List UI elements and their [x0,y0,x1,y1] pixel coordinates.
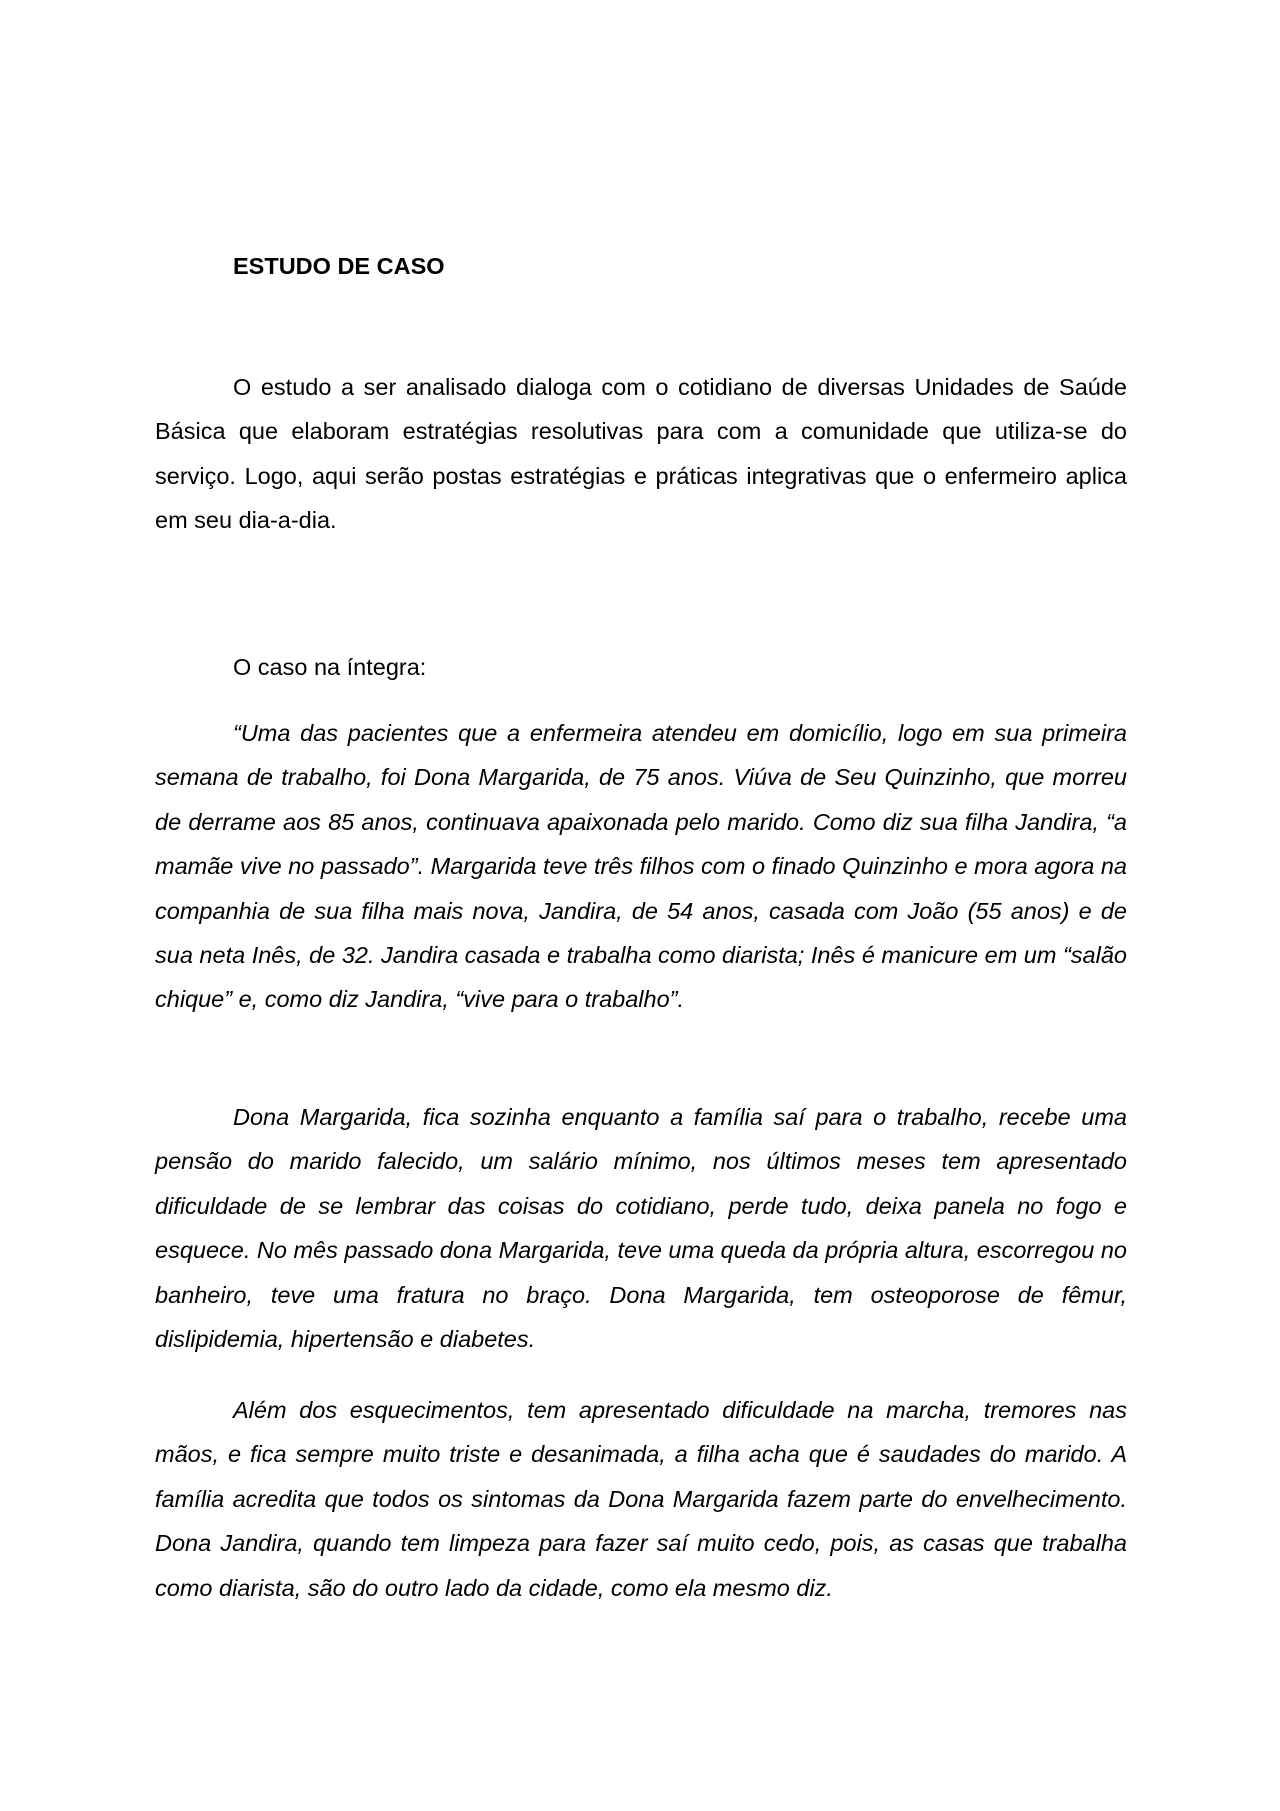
case-paragraph-1: “Uma das pacientes que a enfermeira atendeu em domicílio, logo em sua primeira semana de trabalho, foi Dona Margarida, de 75 anos. Viúva de Seu Quinzinho, que morreu de derrame aos 85 anos, continuava apaixonada pelo marido. Como diz sua filha Jandira, “a mamãe vive no passado”. Margarida teve três filhos com o finado Quinzinho e mora agora na companhia de sua filha mais nova, Jandira, de 54 anos, casada com João (55 anos) e de sua neta Inês, de 32. Jandira casada e trabalha como diarista; Inês é manicure em um “salão chique” e, como diz Jandira, “vive para o trabalho”. [155,720,1127,1013]
case-paragraph-2: Dona Margarida, fica sozinha enquanto a família saí para o trabalho, recebe uma pensão do marido falecido, um salário mínimo, nos últimos meses tem apresentado dificuldade de se lembrar das coisas do cotidiano, perde tudo, deixa panela no fogo e esquece. No mês passado dona Margarida, teve uma queda da própria altura, escorregou no banheiro, teve uma fratura no braço. Dona Margarida, tem osteoporose de fêmur, dislipidemia, hipertensão e diabetes. [155,1104,1127,1353]
case-paragraph-3: Além dos esquecimentos, tem apresentado dificuldade na marcha, tremores nas mãos, e fica sempre muito triste e desanimada, a filha acha que é saudades do marido. A família acredita que todos os sintomas da Dona Margarida fazem parte do envelhecimento. Dona Jandira, quando tem limpeza para fazer saí muito cedo, pois, as casas que trabalha como diarista, são do outro lado da cidade, como ela mesmo diz. [155,1397,1127,1601]
intro-paragraph: O estudo a ser analisado dialoga com o cotidiano de diversas Unidades de Saúde Básica que elaboram estratégias resolutivas para com a comunidade que utiliza-se do serviço. Logo, aqui serão postas estratégias e práticas integrativas que o enfermeiro aplica em seu dia-a-dia. [155,374,1127,534]
document-title: ESTUDO DE CASO [233,253,445,279]
case-label: O caso na íntegra: [233,654,427,680]
